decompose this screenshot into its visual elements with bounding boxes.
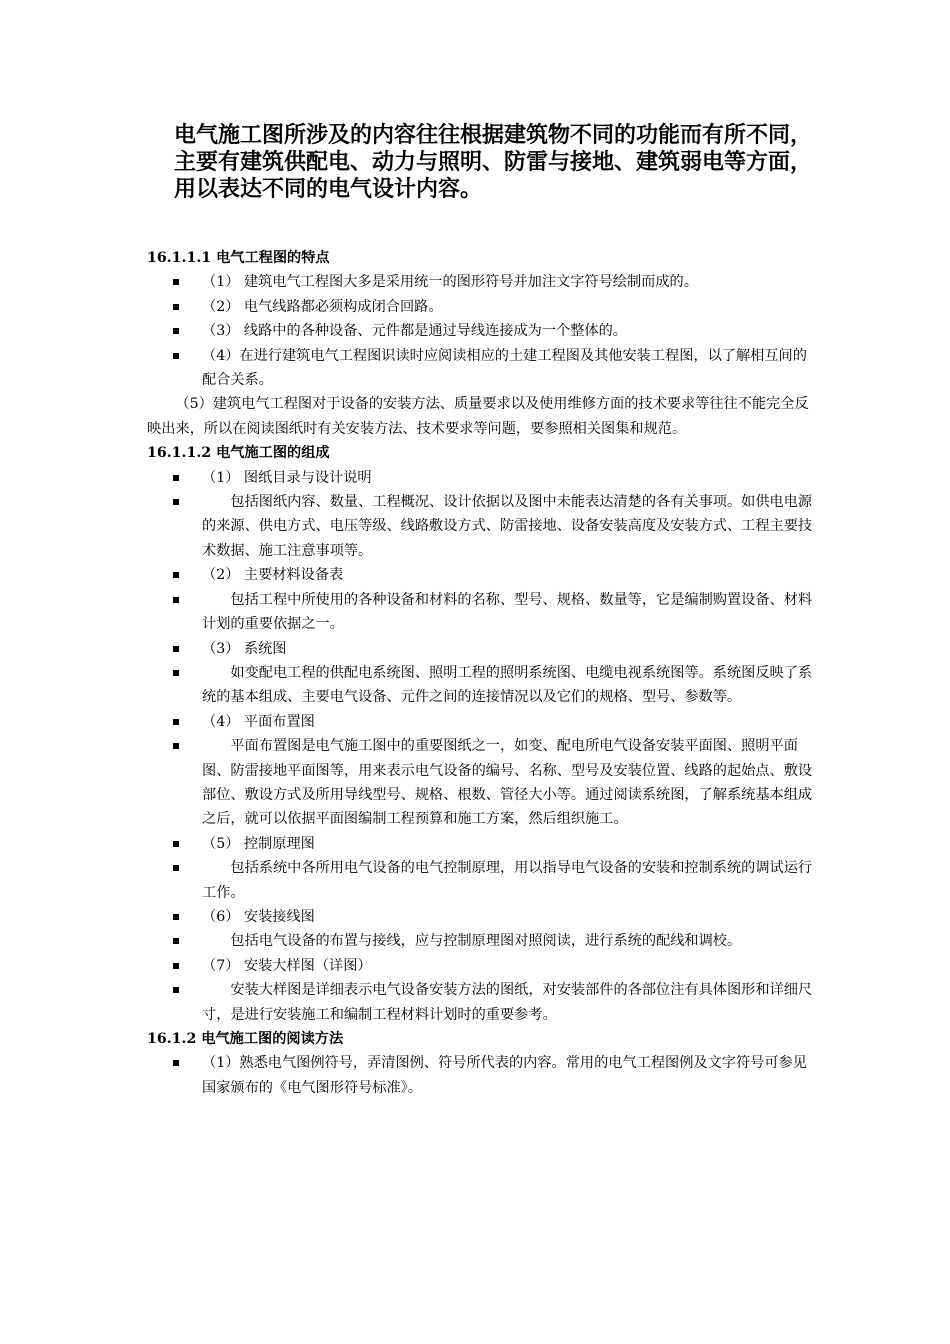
list-item: （1） 图纸目录与设计说明: [147, 466, 815, 490]
list-item: 包括工程中所使用的各种设备和材料的名称、型号、规格、数量等，它是编制购置设备、材料计划的重要依据之一。: [147, 588, 815, 637]
document-title: 电气施工图所涉及的内容往往根据建筑物不同的功能而有所不同，主要有建筑供配电、动力与照明、防雷与接地、建筑弱电等方面，用以表达不同的电气设计内容。: [174, 123, 813, 202]
list-item: （1）熟悉电气图例符号，弄清图例、符号所代表的内容。常用的电气工程图例及文字符号可参见国家颁布的《电气图形符号标准》。: [147, 1051, 815, 1100]
list-item: 包括电气设备的布置与接线，应与控制原理图对照阅读，进行系统的配线和调校。: [147, 929, 815, 953]
section-heading: 16.1.2 电气施工图的阅读方法: [147, 1031, 344, 1047]
bullet-list: [147, 1051, 815, 1100]
bullet-list: [147, 466, 815, 1027]
list-item: （1） 建筑电气工程图大多是采用统一的图形符号并加注文字符号绘制而成的。: [147, 270, 815, 294]
list-item: （4）在进行建筑电气工程图识读时应阅读相应的土建工程图及其他安装工程图，以了解相互间的配合关系。: [147, 344, 815, 393]
list-item: 包括图纸内容、数量、工程概况、设计依据以及图中未能表达清楚的各有关事项。如供电电源的来源、供电方式、电压等级、线路敷设方式、防雷接地、设备安装高度及安装方式、工程主要技术数据、施工注意事项等。: [147, 490, 815, 563]
section-heading: 16.1.1.1 电气工程图的特点: [147, 250, 330, 266]
list-item: （2） 主要材料设备表: [147, 563, 815, 587]
bullet-list: [147, 270, 815, 392]
list-item: （3） 线路中的各种设备、元件都是通过导线连接成为一个整体的。: [147, 319, 815, 343]
section-heading: 16.1.1.2 电气施工图的组成: [147, 445, 330, 462]
list-item: 包括系统中各所用电气设备的电气控制原理，用以指导电气设备的安装和控制系统的调试运行工作。: [147, 856, 815, 905]
list-item: （5） 控制原理图: [147, 832, 815, 856]
list-item: （3） 系统图: [147, 637, 815, 661]
document-body: [147, 246, 815, 1100]
list-item: （7） 安装大样图（详图）: [147, 954, 815, 978]
list-item: （6） 安装接线图: [147, 905, 815, 929]
list-item: （2） 电气线路都必须构成闭合回路。: [147, 295, 815, 319]
list-item: 如变配电工程的供配电系统图、照明工程的照明系统图、电缆电视系统图等。系统图反映了系统的基本组成、主要电气设备、元件之间的连接情况以及它们的规格、型号、参数等。: [147, 661, 815, 710]
list-item: （4） 平面布置图: [147, 710, 815, 734]
paragraph: （5）建筑电气工程图对于设备的安装方法、质量要求以及使用维修方面的技术要求等往往不能完全反映出来，所以在阅读图纸时有关安装方法、技术要求等问题，要参照相关图集和规范。: [147, 396, 809, 437]
list-item: 平面布置图是电气施工图中的重要图纸之一，如变、配电所电气设备安装平面图、照明平面图、防雷接地平面图等，用来表示电气设备的编号、名称、型号及安装位置、线路的起始点、敷设部位、敷设方式及所用导线型号、规格、根数、管径大小等。通过阅读系统图，了解系统基本组成之后，就可以依据平面图编制工程预算和施工方案，然后组织施工。: [147, 734, 815, 832]
list-item: 安装大样图是详细表示电气设备安装方法的图纸，对安装部件的各部位注有具体图形和详细尺寸，是进行安装施工和编制工程材料计划时的重要参考。: [147, 978, 815, 1027]
